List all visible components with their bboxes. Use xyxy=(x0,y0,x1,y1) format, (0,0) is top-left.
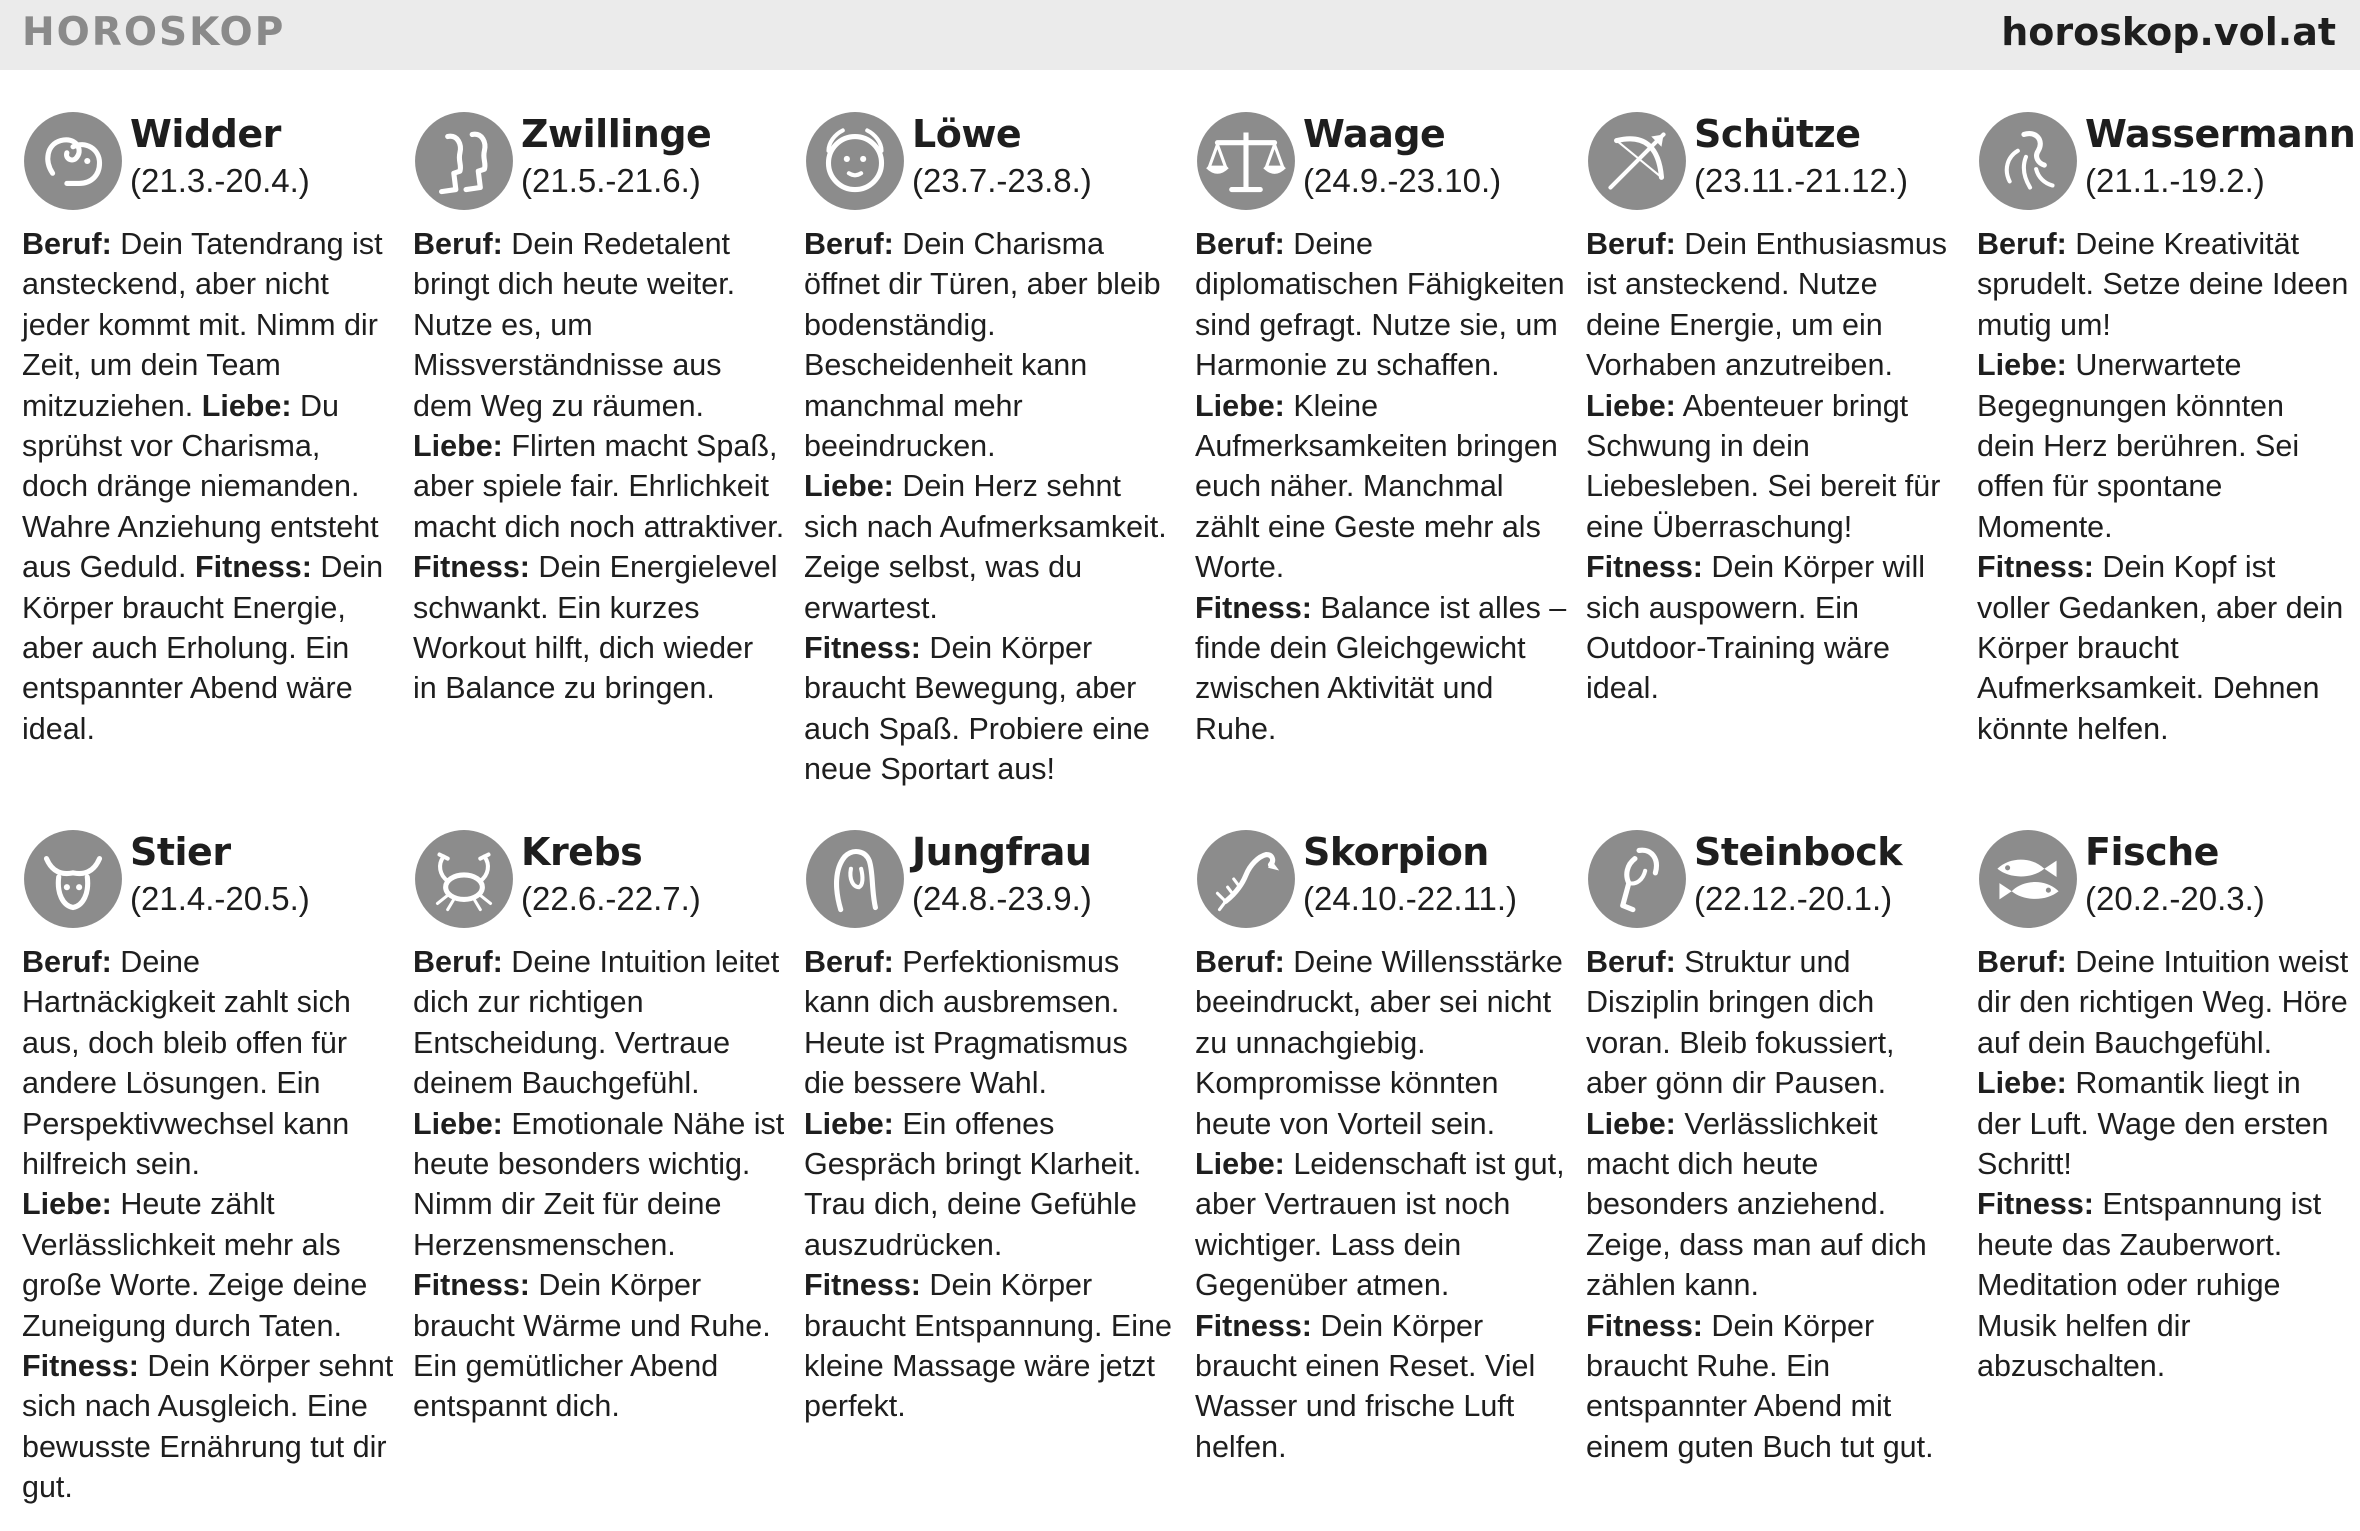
sign-dates: (21.5.-21.6.) xyxy=(521,162,701,199)
fitness-label: Fitness: xyxy=(413,1268,530,1303)
liebe-text: Verlässlichkeit macht dich heute besonders anziehend. Zeige, dass man auf dich zählen kann. xyxy=(1586,1106,1927,1303)
fitness-label: Fitness: xyxy=(413,550,530,585)
fitness-label: Fitness: xyxy=(804,1268,921,1303)
liebe-label: Liebe: xyxy=(804,469,894,504)
header-bar xyxy=(0,0,2360,70)
fitness-label: Fitness: xyxy=(1977,550,2094,585)
beruf-text: Deine Intuition weist dir den richtigen Weg. Höre auf dein Bauchgefühl. xyxy=(1977,945,2349,1060)
sign-name: Löwe xyxy=(912,112,1022,156)
sign-text xyxy=(1977,224,2349,749)
sign-text xyxy=(804,224,1176,790)
fitness-text: Dein Körper braucht Entspannung. Eine kleine Massage wäre jetzt perfekt. xyxy=(804,1268,1172,1424)
beruf-label: Beruf: xyxy=(804,227,894,261)
fitness-text: Dein Körper braucht Wärme und Ruhe. Ein gemütlicher Abend entspannt dich. xyxy=(413,1268,771,1424)
beruf-label: Beruf: xyxy=(1586,945,1676,979)
beruf-text: Deine Hartnäckigkeit zahlt sich aus, doch bleib offen für andere Lösungen. Ein Perspektivwechsel kann hilfreich sein. xyxy=(22,945,351,1182)
sagittarius-archer-icon xyxy=(1586,110,1688,212)
libra-scales-icon xyxy=(1195,110,1297,212)
fitness-label: Fitness: xyxy=(194,550,312,585)
fitness-label: Fitness: xyxy=(1586,1308,1703,1343)
liebe-label: Liebe: xyxy=(1586,388,1676,423)
sign-text xyxy=(1586,942,1958,1467)
fitness-text: Entspannung ist heute das Zauberwort. Meditation oder ruhige Musik helfen dir abzuschalten. xyxy=(1977,1187,2322,1384)
liebe-text: Unerwartete Begegnungen könnten dein Herz berühren. Sei offen für spontane Momente. xyxy=(1977,348,2300,544)
sign-name: Schütze xyxy=(1694,112,1861,156)
sign-dates: (21.4.-20.5.) xyxy=(130,880,310,917)
sign-text xyxy=(1586,224,1958,709)
beruf-label: Beruf: xyxy=(1195,945,1285,979)
aries-ram-icon xyxy=(22,110,124,212)
sign-name: Jungfrau xyxy=(912,830,1092,874)
beruf-label: Beruf: xyxy=(1977,945,2067,979)
sign-dates: (23.7.-23.8.) xyxy=(912,162,1092,199)
liebe-text: Ein offenes Gespräch bringt Klarheit. Trau dich, deine Gefühle auszudrücken. xyxy=(804,1106,1142,1262)
sign-name: Waage xyxy=(1303,112,1446,156)
sign-text xyxy=(22,224,394,749)
liebe-text: Emotionale Nähe ist heute besonders wichtig. Nimm dir Zeit für deine Herzensmenschen. xyxy=(413,1106,785,1262)
sign-text xyxy=(1195,224,1567,749)
liebe-label: Liebe: xyxy=(22,1187,112,1222)
liebe-label: Liebe: xyxy=(804,1106,894,1141)
beruf-text: Deine diplomatischen Fähigkeiten sind gefragt. Nutze sie, um Harmonie zu schaffen. xyxy=(1195,227,1565,383)
liebe-label: Liebe: xyxy=(1195,388,1285,423)
liebe-text: Romantik liegt in der Luft. Wage den ersten Schritt! xyxy=(1977,1066,2329,1182)
fitness-label: Fitness: xyxy=(1586,550,1703,585)
sign-dates: (22.12.-20.1.) xyxy=(1694,880,1893,917)
gemini-twins-icon xyxy=(413,110,515,212)
section-title: HOROSKOP xyxy=(22,10,286,55)
fitness-text: Dein Körper braucht Bewegung, aber auch Spaß. Probiere eine neue Sportart aus! xyxy=(804,631,1150,787)
fitness-text: Dein Körper braucht einen Reset. Viel Wasser und frische Luft helfen. xyxy=(1195,1308,1536,1464)
sign-name: Skorpion xyxy=(1303,830,1489,874)
fitness-label: Fitness: xyxy=(804,631,921,666)
capricorn-goat-icon xyxy=(1586,828,1688,930)
liebe-label: Liebe: xyxy=(1977,348,2067,383)
fitness-label: Fitness: xyxy=(22,1349,139,1384)
fitness-text: Balance ist alles – finde dein Gleichgewicht zwischen Aktivität und Ruhe. xyxy=(1195,590,1567,746)
taurus-bull-icon xyxy=(22,828,124,930)
fitness-text: Dein Körper sehnt sich nach Ausgleich. Eine bewusste Ernährung tut dir gut. xyxy=(22,1349,394,1505)
liebe-text: Flirten macht Spaß, aber spiele fair. Ehrlichkeit macht dich noch attraktiver. xyxy=(413,429,785,544)
sign-name: Zwillinge xyxy=(521,112,712,156)
fitness-label: Fitness: xyxy=(1195,1308,1312,1343)
beruf-text: Dein Charisma öffnet dir Türen, aber bleib bodenständig. Bescheidenheit kann manchmal mehr beeindrucken. xyxy=(804,227,1161,464)
beruf-text: Dein Redetalent bringt dich heute weiter. Nutze es, um Missverständnisse aus dem Weg zu räumen. xyxy=(413,227,736,423)
sign-name: Wassermann xyxy=(2085,112,2356,156)
beruf-text: Perfektionismus kann dich ausbremsen. Heute ist Pragmatismus die bessere Wahl. xyxy=(804,945,1128,1101)
beruf-label: Beruf: xyxy=(413,945,503,979)
sign-text xyxy=(413,224,785,709)
liebe-text: Heute zählt Verlässlichkeit mehr als große Worte. Zeige deine Zuneigung durch Taten. xyxy=(22,1187,368,1343)
sign-dates: (24.8.-23.9.) xyxy=(912,880,1092,917)
beruf-label: Beruf: xyxy=(1586,227,1676,261)
virgo-maiden-icon xyxy=(804,828,906,930)
liebe-text: Kleine Aufmerksamkeiten bringen euch näher. Manchmal zählt eine Geste mehr als Worte. xyxy=(1195,388,1558,585)
sign-dates: (23.11.-21.12.) xyxy=(1694,162,1909,199)
pisces-fish-icon xyxy=(1977,828,2079,930)
liebe-text: Leidenschaft ist gut, aber Vertrauen ist noch wichtiger. Lass dein Gegenüber atmen. xyxy=(1195,1147,1565,1303)
fitness-text: Dein Energielevel schwankt. Ein kurzes Workout hilft, dich wieder in Balance zu bringen. xyxy=(413,550,778,706)
fitness-text: Dein Kopf ist voller Gedanken, aber dein Körper braucht Aufmerksamkeit. Dehnen könnte helfen. xyxy=(1977,550,2344,746)
sign-name: Krebs xyxy=(521,830,643,874)
liebe-label: Liebe: xyxy=(1586,1106,1676,1141)
beruf-label: Beruf: xyxy=(22,945,112,979)
sign-dates: (21.1.-19.2.) xyxy=(2085,162,2265,199)
liebe-text: Du sprühst vor Charisma, doch dränge niemanden. Wahre Anziehung entsteht aus Geduld. xyxy=(22,388,379,585)
beruf-text: Deine Intuition leitet dich zur richtigen Entscheidung. Vertraue deinem Bauchgefühl. xyxy=(413,945,780,1101)
sign-name: Stier xyxy=(130,830,231,874)
sign-text xyxy=(1977,942,2349,1386)
sign-name: Widder xyxy=(130,112,281,156)
sign-name: Steinbock xyxy=(1694,830,1902,874)
sign-dates: (21.3.-20.4.) xyxy=(130,162,310,199)
beruf-label: Beruf: xyxy=(1977,227,2067,261)
aquarius-water-bearer-icon xyxy=(1977,110,2079,212)
fitness-text: Dein Körper braucht Ruhe. Ein entspannter Abend mit einem guten Buch tut gut. xyxy=(1586,1308,1934,1464)
sign-text xyxy=(413,942,785,1427)
beruf-text: Struktur und Disziplin bringen dich voran. Bleib fokussiert, aber gönn dir Pausen. xyxy=(1586,945,1895,1101)
fitness-text: Dein Körper braucht Energie, aber auch Erholung. Ein entspannter Abend wäre ideal. xyxy=(22,550,384,746)
sign-dates: (20.2.-20.3.) xyxy=(2085,880,2265,917)
sign-name: Fische xyxy=(2085,830,2219,874)
liebe-label: Liebe: xyxy=(413,1106,503,1141)
cancer-crab-icon xyxy=(413,828,515,930)
scorpio-scorpion-icon xyxy=(1195,828,1297,930)
beruf-text: Dein Enthusiasmus ist ansteckend. Nutze deine Energie, um ein Vorhaben anzutreiben. xyxy=(1586,227,1948,383)
sign-dates: (24.9.-23.10.) xyxy=(1303,162,1502,199)
liebe-label: Liebe: xyxy=(1977,1066,2067,1101)
sign-text xyxy=(804,942,1176,1427)
beruf-text: Deine Willensstärke beeindruckt, aber sei nicht zu unnachgiebig. Kompromisse könnten heute von Vorteil sein. xyxy=(1195,945,1563,1141)
liebe-label: Liebe: xyxy=(1195,1147,1285,1182)
sign-dates: (24.10.-22.11.) xyxy=(1303,880,1518,917)
fitness-text: Dein Körper will sich auspowern. Ein Outdoor-Training wäre ideal. xyxy=(1586,550,1925,706)
beruf-label: Beruf: xyxy=(22,227,112,261)
fitness-label: Fitness: xyxy=(1195,590,1312,625)
leo-lion-icon xyxy=(804,110,906,212)
liebe-text: Abenteuer bringt Schwung in dein Liebesleben. Sei bereit für eine Überraschung! xyxy=(1586,388,1941,544)
sign-text xyxy=(22,942,394,1508)
site-url: horoskop.vol.at xyxy=(2001,10,2336,54)
beruf-label: Beruf: xyxy=(1195,227,1285,261)
liebe-label: Liebe: xyxy=(413,429,503,464)
beruf-text: Dein Tatendrang ist ansteckend, aber nicht jeder kommt mit. Nimm dir Zeit, um dein Team mitzuziehen. xyxy=(22,227,383,423)
sign-text xyxy=(1195,942,1567,1467)
beruf-label: Beruf: xyxy=(413,227,503,261)
liebe-label: Liebe: xyxy=(201,388,292,423)
beruf-label: Beruf: xyxy=(804,945,894,979)
beruf-text: Deine Kreativität sprudelt. Setze deine Ideen mutig um! xyxy=(1977,227,2349,342)
sign-dates: (22.6.-22.7.) xyxy=(521,880,701,917)
liebe-text: Dein Herz sehnt sich nach Aufmerksamkeit. Zeige selbst, was du erwartest. xyxy=(804,469,1167,625)
fitness-label: Fitness: xyxy=(1977,1187,2094,1222)
